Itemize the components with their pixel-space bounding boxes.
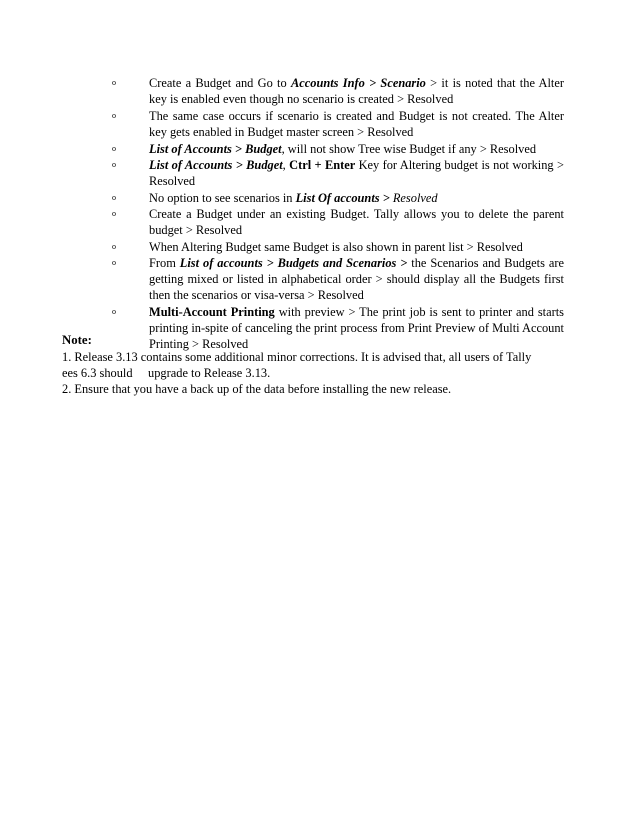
item-feature-name: Multi-Account Printing [149, 305, 275, 319]
bullet-marker: o [112, 209, 116, 218]
note-title: Note: [62, 333, 92, 347]
bullet-marker: o [112, 144, 116, 153]
item-text: the Scenarios and Budgets are getting mixed or listed in alphabetical order > should display all the Budgets first then the scenarios or visa-versa > Resolved [149, 256, 564, 302]
bullet-marker: o [112, 111, 116, 120]
resolved-issues-list [112, 75, 564, 352]
list-item [112, 141, 564, 157]
item-menu-path: Accounts Info > Scenario [290, 76, 426, 90]
bullet-marker: o [112, 160, 116, 169]
list-item [112, 239, 564, 255]
item-text: , will not show Tree wise Budget if any > Resolved [281, 142, 537, 156]
item-status: Resolved [392, 191, 438, 205]
list-item [112, 255, 564, 303]
item-text: Key for Altering budget is not working > Resolved [149, 158, 564, 188]
item-shortcut: Ctrl + Enter [289, 158, 356, 172]
list-item [112, 108, 564, 140]
item-text: Create a Budget under an existing Budget. Tally allows you to delete the parent budget > Resolved [149, 207, 564, 237]
bullet-marker: o [112, 242, 116, 251]
list-item [112, 190, 564, 206]
item-text: From [149, 256, 180, 270]
note-line: ees 6.3 should upgrade to Release 3.13. [62, 366, 271, 380]
item-menu-path: List of Accounts > Budget [149, 142, 282, 156]
note-line: 1. Release 3.13 contains some additional minor corrections. It is advised that, all users of Tally [62, 350, 532, 364]
item-text: , [282, 158, 290, 172]
item-text: > it is noted that the Alter key is enabled even though no scenario is created > Resolved [149, 76, 564, 106]
note-line: 2. Ensure that you have a back up of the data before installing the new release. [62, 382, 452, 396]
note-section [62, 332, 562, 397]
item-text: No option to see scenarios in [149, 191, 296, 205]
bullet-marker: o [112, 307, 116, 316]
list-item [112, 75, 564, 107]
item-text: with preview > The print job is sent to printer and starts printing in-spite of canceling the print process from Print Preview of Multi Account Printing > Resolved [149, 305, 565, 351]
item-menu-path: List of Accounts > Budget [149, 158, 283, 172]
item-text: The same case occurs if scenario is created and Budget is not created. The Alter key gets enabled in Budget master screen > Resolved [149, 109, 564, 139]
item-menu-path: List Of accounts > [295, 191, 390, 205]
item-text: When Altering Budget same Budget is also shown in parent list > Resolved [149, 240, 523, 254]
bullet-marker: o [112, 193, 116, 202]
item-text: Create a Budget and Go to [149, 76, 291, 90]
item-menu-path: List of accounts > Budgets and Scenarios > [179, 256, 408, 270]
bullet-marker: o [112, 258, 116, 267]
list-item [112, 157, 564, 189]
list-item [112, 206, 564, 238]
bullet-marker: o [112, 78, 116, 87]
